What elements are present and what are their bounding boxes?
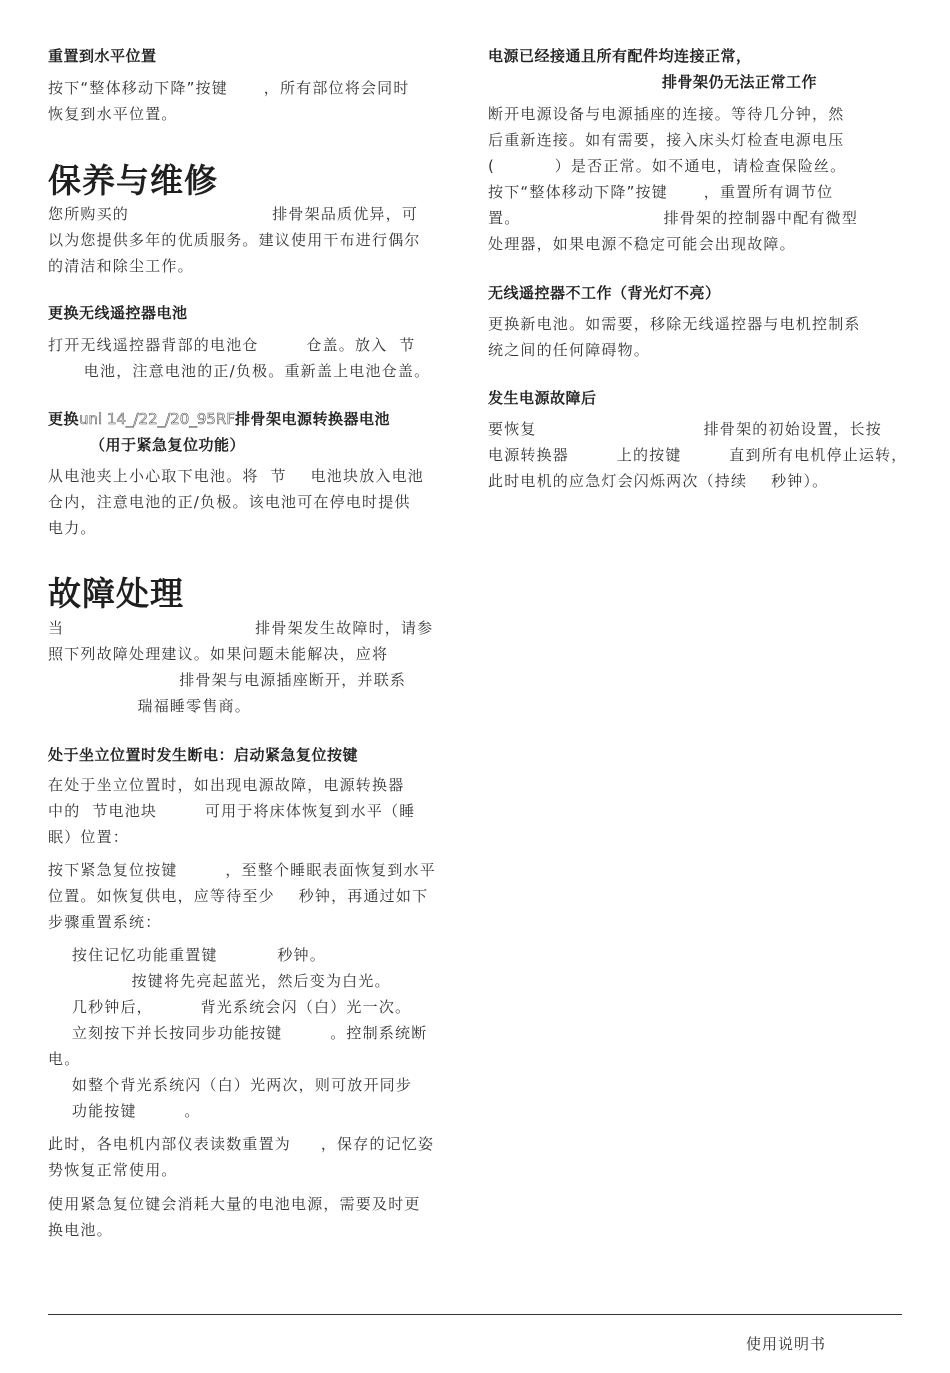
power-text: 断开电源设备与电源插座的连接。等待几分钟，然 后重新连接。如有需要，接入床头灯检查电源电压 ( ）是否正常。如不通电，请检查保险丝。 按下“整体移动下降”按键 ，重置所有调节位 置。 排骨架的控制器中配有微型 处理器，如果电源不稳定可能会出现故障。 (488, 105, 859, 253)
emergency-heading: 处于坐立位置时发生断电：启动紧急复位按键 (48, 746, 359, 764)
converter-heading-a: 更换 (48, 410, 80, 428)
battery-heading: 更换无线遥控器电池 (48, 304, 188, 322)
after-failure-heading: 发生电源故障后 (488, 389, 597, 407)
converter-heading-b: 排骨架电源转换器电池 (234, 410, 390, 428)
maintenance-title: 保养与维修 (48, 161, 218, 200)
converter-text: 从电池夹上小心取下电池。将 节 电池块放入电池 仓内，注意电池的正/负极。该电池可在停电时提供 电力。 (48, 467, 425, 537)
battery-text: 打开无线遥控器背部的电池仓 仓盖。放入 节 电池，注意电池的正/负极。重新盖上电池仓盖。 (48, 336, 431, 380)
converter-heading (48, 408, 390, 429)
emergency-text-3: 此时，各电机内部仪表读数重置为 ，保存的记忆姿 势恢复正常使用。 (48, 1135, 435, 1179)
emergency-text-2: 按下紧急复位按键 ，至整个睡眠表面恢复到水平 位置。如恢复供电，应等待至少 秒钟，再通过如下 步骤重置系统： (48, 861, 436, 931)
footer-label: 使用说明书 (746, 1335, 827, 1353)
remote-heading: 无线遥控器不工作（背光灯不亮） (488, 284, 721, 302)
footer-divider (48, 1314, 902, 1315)
remote-text: 更换新电池。如需要，移除无线遥控器与电机控制系 统之间的任何障碍物。 (488, 315, 861, 359)
emergency-text-4: 使用紧急复位键会消耗大量的电池电源，需要及时更 换电池。 (48, 1195, 421, 1239)
troubleshooting-title: 故障处理 (48, 574, 184, 613)
maintenance-text: 您所购买的 排骨架品质优异，可 以为您提供多年的优质服务。建议使用干布进行偶尔 的清洁和除尘工作。 (48, 205, 421, 275)
power-heading-1: 电源已经接通且所有配件均连接正常， (488, 47, 752, 65)
reset-text: 按下“整体移动下降”按键 ，所有部位将会同时 恢复到水平位置。 (48, 79, 410, 123)
converter-subheading: （用于紧急复位功能） (90, 436, 246, 454)
emergency-steps: 按住记忆功能重置键 秒钟。 按键将先亮起蓝光，然后变为白光。 几秒钟后， 背光系统会闪（白）光一次。 立刻按下并长按同步功能按键 。控制系统断 电。 如整个背光系统闪（白）光两次，则可放开同步 功能按键 。 (48, 946, 428, 1120)
model-number: uni 14_/22_/20_95RF (79, 410, 235, 428)
power-heading-2: 排骨架仍无法正常工作 (662, 73, 818, 91)
after-failure-text: 要恢复 排骨架的初始设置，长按 电源转换器 上的按键 直到所有电机停止运转， 此时电机的应急灯会闪烁两次（持续 秒钟）。 (488, 420, 908, 490)
troubleshooting-text: 当 排骨架发生故障时，请参 照下列故障处理建议。如果问题未能解决，应将 排骨架与电源插座断开，并联系 瑞福睡零售商。 (48, 619, 434, 715)
reset-heading: 重置到水平位置 (48, 47, 157, 65)
emergency-text-1: 在处于坐立位置时，如出现电源故障，电源转换器 中的 节电池块 可用于将床体恢复到水平（睡 眠）位置： (48, 776, 416, 846)
